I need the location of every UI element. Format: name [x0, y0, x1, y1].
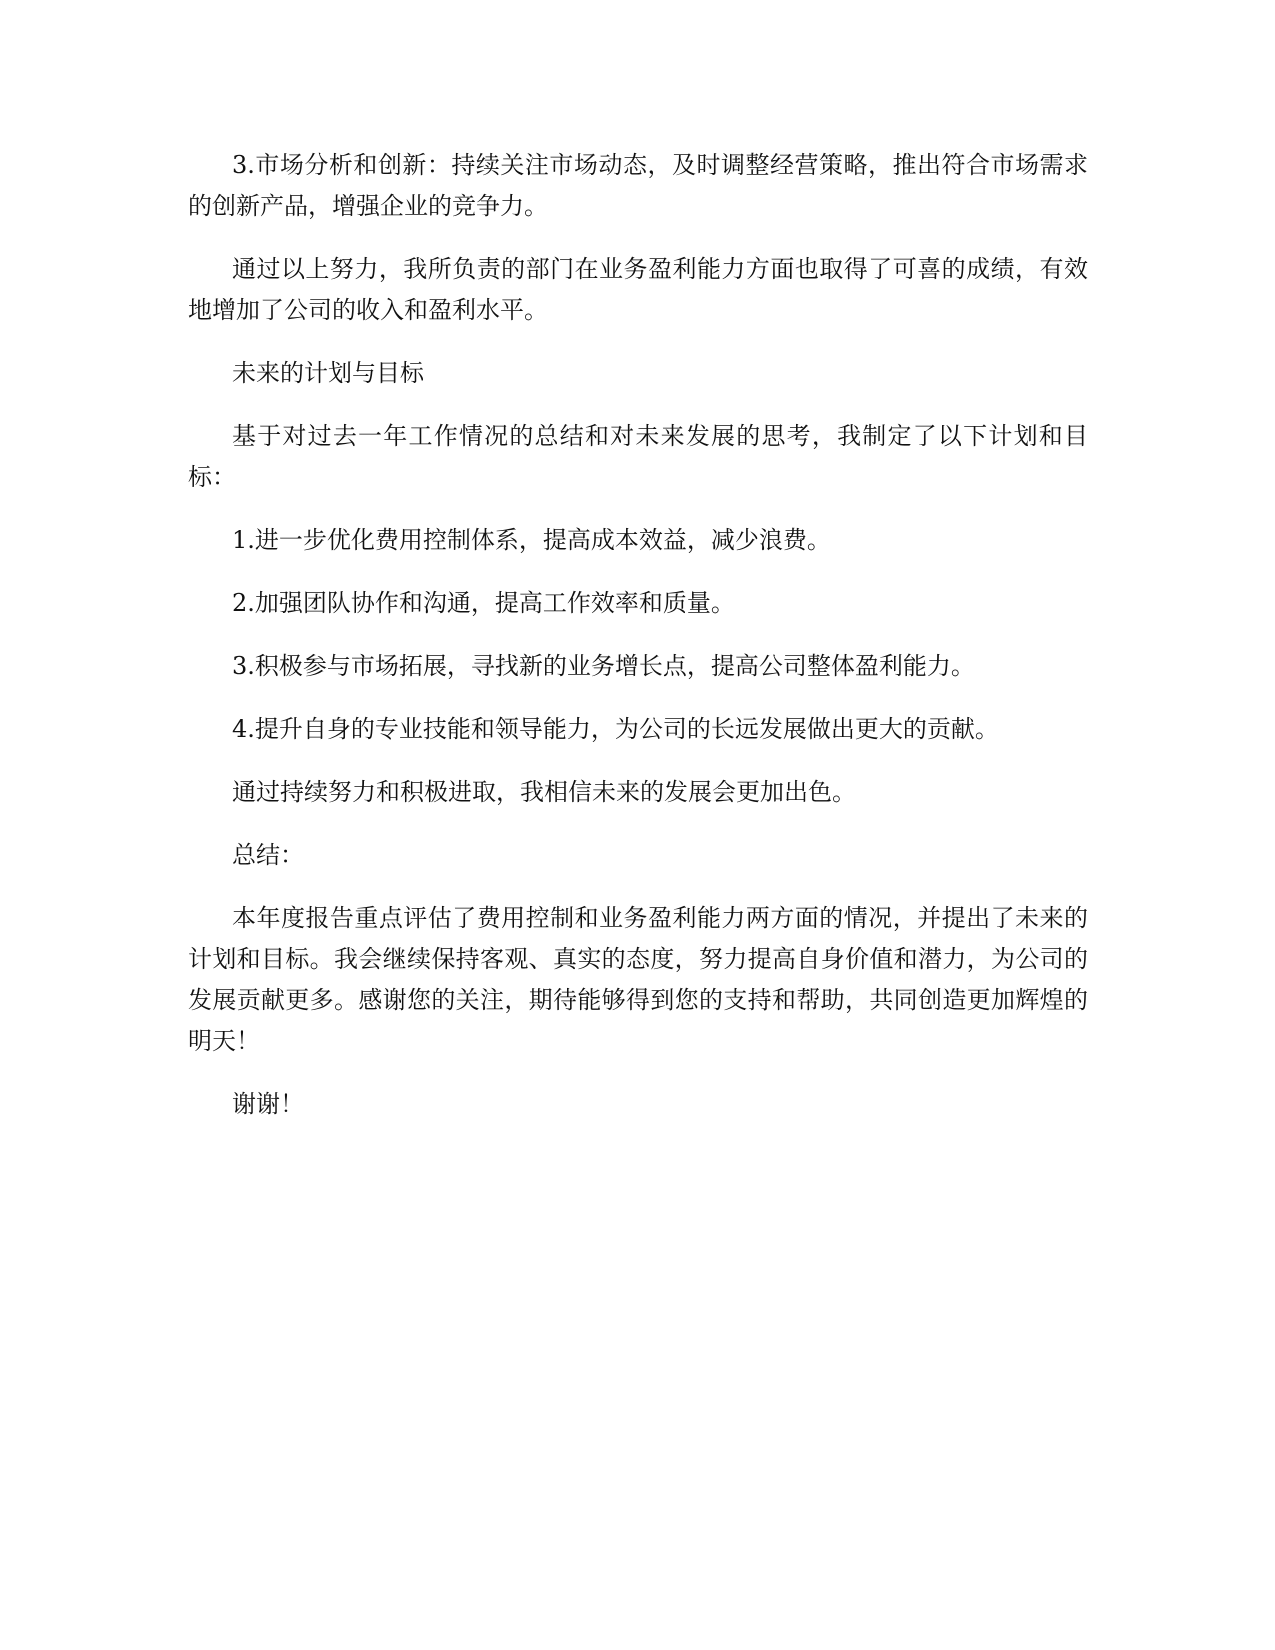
section-heading-summary: 总结：	[232, 841, 304, 869]
document-body	[188, 145, 1088, 1147]
paragraph-market-analysis: 3.市场分析和创新：持续关注市场动态，及时调整经营策略，推出符合市场需求的创新产品，增强企业的竞争力。	[188, 151, 1088, 220]
paragraph-summary: 本年度报告重点评估了费用控制和业务盈利能力两方面的情况，并提出了未来的计划和目标。我会继续保持客观、真实的态度，努力提高自身价值和潜力，为公司的发展贡献更多。感谢您的关注，期待能够得到您的支持和帮助，共同创造更加辉煌的明天！	[188, 904, 1088, 1055]
section-heading-future-plans: 未来的计划与目标	[232, 359, 424, 387]
paragraph-plans-intro: 基于对过去一年工作情况的总结和对未来发展的思考，我制定了以下计划和目标：	[188, 422, 1088, 491]
plan-item-3: 3.积极参与市场拓展，寻找新的业务增长点，提高公司整体盈利能力。	[232, 652, 975, 680]
paragraph-thanks: 谢谢！	[232, 1090, 304, 1118]
plan-item-2: 2.加强团队协作和沟通，提高工作效率和质量。	[232, 589, 735, 617]
plan-item-4: 4.提升自身的专业技能和领导能力，为公司的长远发展做出更大的贡献。	[232, 715, 999, 743]
paragraph-outlook: 通过持续努力和积极进取，我相信未来的发展会更加出色。	[232, 778, 856, 806]
plan-item-1: 1.进一步优化费用控制体系，提高成本效益，减少浪费。	[232, 526, 831, 554]
paragraph-profit-results: 通过以上努力，我所负责的部门在业务盈利能力方面也取得了可喜的成绩，有效地增加了公司的收入和盈利水平。	[188, 255, 1088, 324]
